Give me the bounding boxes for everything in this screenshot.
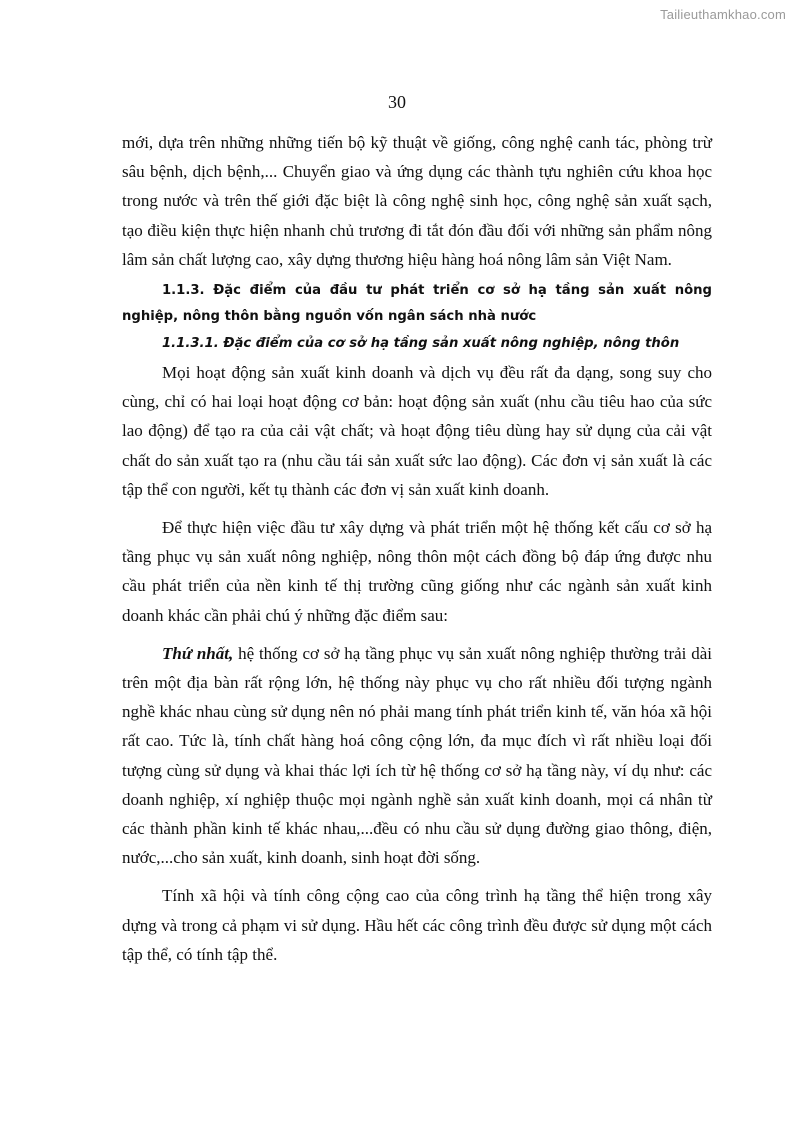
- watermark: Tailieuthamkhao.com: [660, 7, 786, 22]
- page-body: [122, 128, 712, 969]
- paragraph-first-characteristic-text: hệ thống cơ sở hạ tầng phục vụ sản xuất nông nghiệp thường trải dài trên một địa bàn rất rộng lớn, hệ thống này phục vụ cho rất nhiều đối tượng ngành nghề khác nhau cùng sử dụng nên nó phải mang tính phát triển kinh tế, văn hóa xã hội rất cao. Tức là, tính chất hàng hoá công cộng lớn, đa mục đích vì rất nhiều loại đối tượng cùng sử dụng và khai thác lợi ích từ hệ thống cơ sở hạ tầng này, ví dụ như: các doanh nghiệp, xí nghiệp thuộc mọi ngành nghề sản xuất kinh doanh, mọi cá nhân từ các thành phần kinh tế khác nhau,...đều có nhu cầu sử dụng đường giao thông, điện, nước,...cho sản xuất, kinh doanh, sinh hoạt đời sống.: [122, 643, 713, 868]
- paragraph-characteristics-intro: Để thực hiện việc đầu tư xây dựng và phát triển một hệ thống kết cấu cơ sở hạ tầng phục vụ sản xuất nông nghiệp, nông thôn một cách đồng bộ đáp ứng được nhu cầu phát triển của nền kinh tế thị trường cũng giống như các ngành sản xuất kinh doanh khác cần phải chú ý những đặc điểm sau:: [122, 518, 712, 625]
- paragraph-social-public: Tính xã hội và tính công cộng cao của công trình hạ tầng thể hiện trong xây dựng và trong cả phạm vi sử dụng. Hầu hết các công trình đều được sử dụng một cách tập thể, có tính tập thể.: [122, 886, 712, 964]
- page-number: 30: [388, 92, 406, 112]
- paragraph-lead-label: Thứ nhất,: [162, 643, 234, 663]
- paragraph-activities: Mọi hoạt động sản xuất kinh doanh và dịch vụ đều rất đa dạng, song suy cho cùng, chỉ có hai loại hoạt động cơ bản: hoạt động sản xuất (nhu cầu tiêu hao của sức lao động) để tạo ra của cải vật chất; và hoạt động tiêu dùng hay sử dụng của cải vật chất do sản xuất tạo ra (nhu cầu tái sản xuất sức lao động). Các đơn vị sản xuất là các tập thể con người, kết tụ thành các đơn vị sản xuất kinh doanh.: [122, 363, 712, 499]
- paragraph-first-characteristic: [122, 639, 712, 873]
- subsection-heading: 1.1.3.1. Đặc điểm của cơ sở hạ tầng sản xuất nông nghiệp, nông thôn: [162, 336, 680, 352]
- paragraph-intro-continued: mới, dựa trên những những tiến bộ kỹ thuật về giống, công nghệ canh tác, phòng trừ sâu bệnh, dịch bệnh,... Chuyển giao và ứng dụng các thành tựu nghiên cứu khoa học trong nước và trên thế giới đặc biệt là công nghệ sinh học, công nghệ sản xuất sạch, tạo điều kiện thực hiện nhanh chủ trương đi tắt đón đầu đối với những sản phẩm nông lâm sản chất lượng cao, xây dựng thương hiệu hàng hoá nông lâm sản Việt Nam.: [122, 133, 712, 269]
- section-heading: 1.1.3. Đặc điểm của đầu tư phát triển cơ sở hạ tầng sản xuất nông nghiệp, nông thôn bằng nguồn vốn ngân sách nhà nước: [122, 283, 712, 325]
